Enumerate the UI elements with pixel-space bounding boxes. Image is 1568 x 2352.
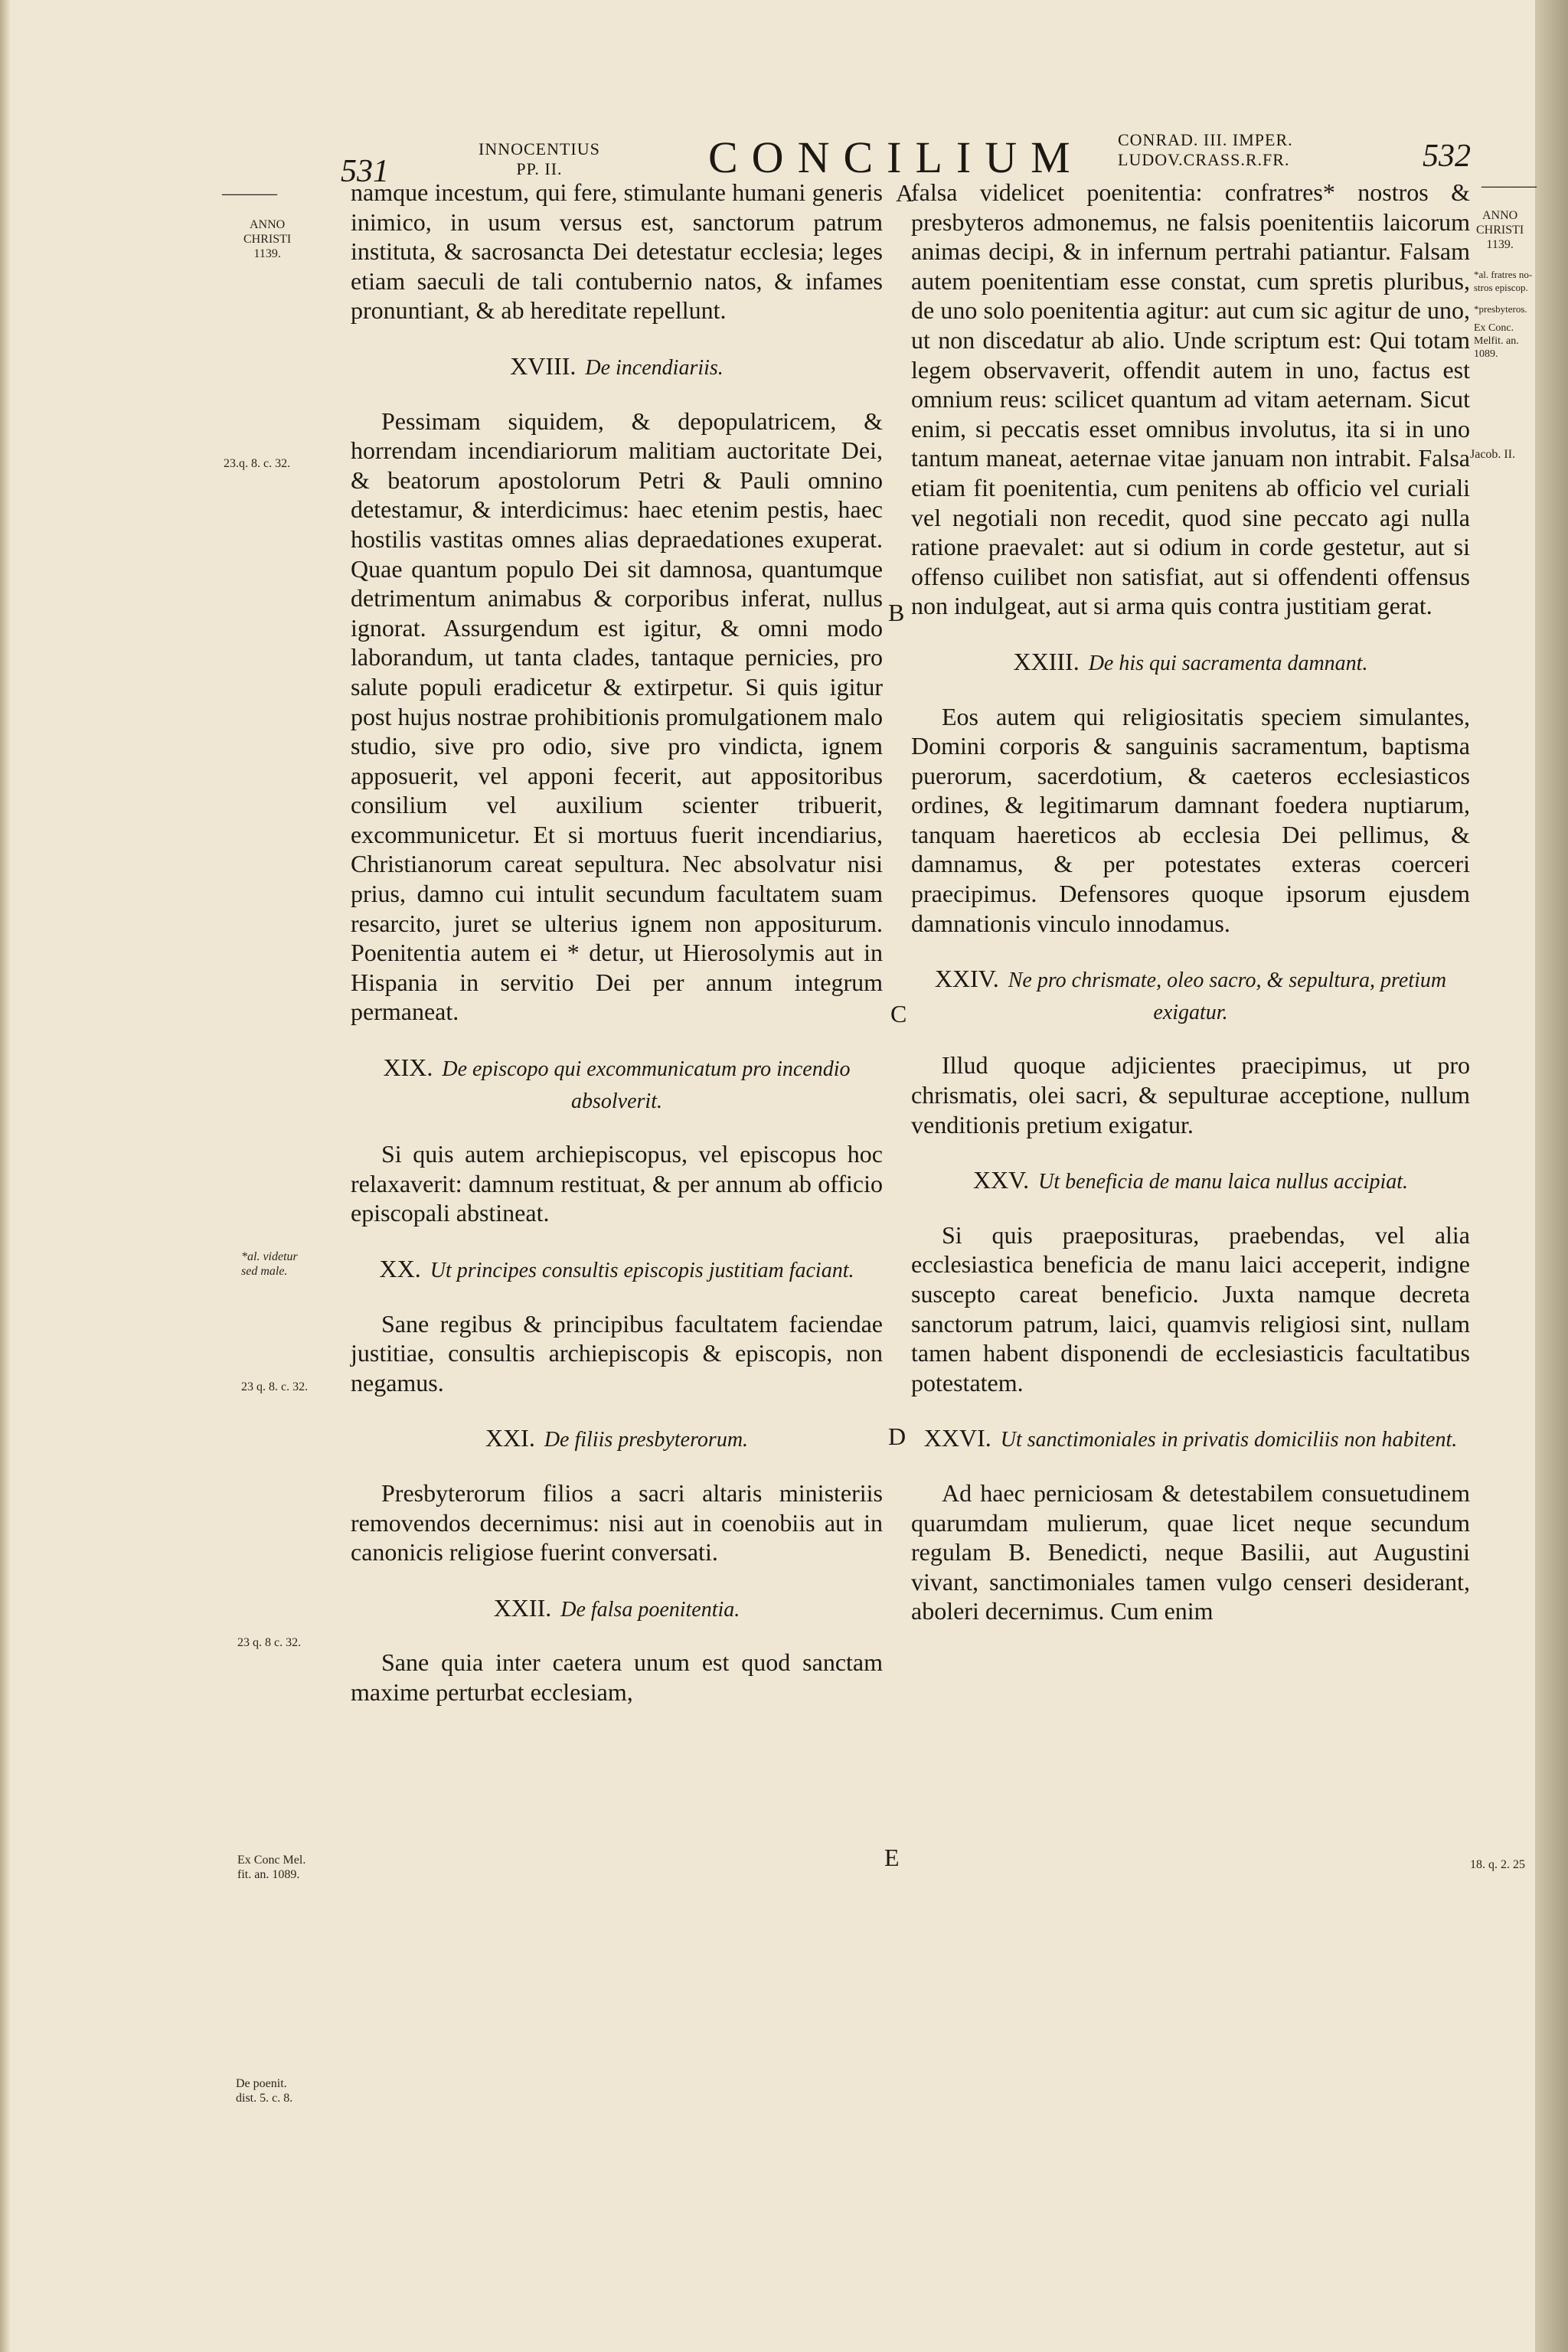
- heading-xix: [351, 1053, 883, 1116]
- section-letter-d: D: [888, 1423, 906, 1450]
- margin-rule-right: ———: [1481, 176, 1537, 196]
- heading-xxi-number: XXI.: [485, 1424, 535, 1452]
- margin-note-xxi: Ex Conc Mel. fit. an. 1089.: [237, 1854, 306, 1881]
- paragraph-xxiii: Eos autem qui religiositatis speciem simulantes, Domini corporis & sanguinis sacramentum, baptisma puerorum, sacerdotium, & caeteros ecclesiasticos ordines, & legitimarum damnant foedera nuptiarum, tanquam haereticos ab ecclesia Dei pellimus, & damnamus, & per potestates exteras coerceri praecipimus. Defensores quoque ipsorum ejusdem damnationis vinculo innodamus.: [911, 702, 1470, 937]
- section-letter-b: B: [888, 599, 905, 626]
- margin-note-al-videtur: *al. videtur sed male.: [241, 1250, 298, 1278]
- heading-xx-number: XX.: [379, 1255, 421, 1282]
- heading-xxi-title: De filiis presbyterorum.: [544, 1428, 749, 1452]
- paragraph-xxvi: Ad haec perniciosam & detestabilem consuetudinem quarumdam mulierum, quae licet neque secundum regulam B. Benedicti, neque Basilii, aut Augustini vivant, sanctimoniales tamen vulgo censeri desiderant, aboleri decernimus. Cum enim: [911, 1478, 1470, 1625]
- margin-note-fratres: *al. fratres no- stros episcop.: [1474, 269, 1533, 293]
- margin-note-jacob: Jacob. II.: [1470, 448, 1516, 461]
- margin-anno-right: ANNO CHRISTI 1139.: [1476, 209, 1524, 251]
- margin-note-melfit: Ex Conc. Melfit. an. 1089.: [1474, 322, 1519, 360]
- paragraph-xviii: Pessimam siquidem, & depopulatricem, & horrendam incendiariorum malitiam auctoritate Dei, & beatorum apostolorum Petri & Pauli omnino detestamur, & interdicimus: haec etenim pestis, haec hostilis vastitas omnes alias depraedationes exuperat. Quae quantum populo Dei sit damnosa, quantumque detrimentum animabus & corporibus inferat, nullus ignorat. Assurgendum est igitur, & omni modo laborandum, ut tanta clades, tantaque pernicies, pro salute populi eradicetur & extirpetur. Si quis igitur post hujus nostrae prohibitionis promulgationem malo studio, sive pro odio, sive pro vindicta, ignem apposuerit, vel apponi fecerit, aut appositoribus consilium vel auxilium scienter tribuerit, excommunicetur. Et si mortuus fuerit incendiarius, Christianorum careat sepultura. Nec absolvatur nisi prius, damno cui intulit secundum facultatem suam resarcito, juret se ulterius ignem non appositurum. Poenitentia autem ei * detur, ut Hierosolymis aut in Hispania in servitio Dei per annum integrum permaneat.: [351, 407, 883, 1026]
- heading-xxiii-title: De his qui sacramenta damnant.: [1088, 651, 1368, 675]
- margin-anno-left: ANNO CHRISTI 1139.: [243, 218, 292, 260]
- running-head-right-line2: LUDOV.CRASS.R.FR.: [1118, 150, 1290, 169]
- margin-rule-left: ———: [222, 184, 277, 204]
- heading-xxvi-number: XXVI.: [923, 1424, 991, 1452]
- heading-xix-number: XIX.: [383, 1054, 433, 1082]
- right-column: [911, 178, 1470, 1626]
- paragraph-xxv: Si quis praeposituras, praebendas, vel alia ecclesiastica beneficia de manu laici acceperit, indigne suscepto careat beneficio. Juxta namque decreta sanctorum patrum, laici, quamvis religiosi sint, nullam tamen habent disponendi de ecclesiasticis facultatibus potestatem.: [911, 1220, 1470, 1396]
- right-continuation-paragraph: falsa videlicet poenitentia: confratres* nostros & presbyteros admonemus, ne falsis poenitentiis laicorum animas decipi, & in infernum pertrahi patiantur. Falsam autem poenitentiam esse constat, cum spretis pluribus, de uno solo poenitentia agitur: aut cum sic agitur de uno, ut non discedatur ab alio. Unde scriptum est: Qui totam legem observaverit, offendit autem in uno, factus est omnium reus: scilicet quantum ad vitam aeternam. Sicut enim, si peccatis esset omnibus involutus, ita si in uno tantum maneat, aeternae vitae januam non intrabit. Falsa etiam fit poenitentia, cum penitens ab officio vel curiali vel negotiali non recedit, quod sine peccato agi nulla ratione praevalet: aut si odium in corde gestetur, aut si offenso cuilibet non satisfiat, aut si offendenti offensus non indulgeat, aut si arma quis contra justitiam gerat.: [911, 178, 1470, 620]
- section-letter-a: A: [896, 179, 914, 207]
- heading-xxv-title: Ut beneficia de manu laica nullus accipiat.: [1038, 1170, 1409, 1194]
- margin-note-xx: 23 q. 8 c. 32.: [237, 1636, 302, 1649]
- page-number-left: 531: [341, 154, 389, 189]
- section-letter-c: C: [890, 1000, 907, 1027]
- page-gutter-shadow: [0, 0, 11, 2352]
- left-column: [351, 178, 883, 1707]
- paragraph-xxii: Sane quia inter caetera unum est quod sanctam maxime perturbat ecclesiam,: [351, 1648, 883, 1706]
- page-number-right: 532: [1423, 139, 1471, 174]
- heading-xviii: [351, 351, 883, 384]
- heading-xxiv-number: XXIV.: [934, 965, 999, 993]
- margin-note-presbyteros: *presbyteros.: [1474, 303, 1527, 315]
- heading-xxiii: [911, 647, 1470, 679]
- heading-xxii: [351, 1593, 883, 1625]
- heading-xviii-title: De incendiariis.: [585, 355, 724, 380]
- heading-xxi: [351, 1423, 883, 1455]
- heading-xx-title: Ut principes consultis episcopis justitiam faciant.: [430, 1259, 854, 1282]
- heading-xix-title: De episcopo qui excommunicatum pro incendio absolverit.: [442, 1057, 851, 1113]
- margin-note-xix: 23 q. 8. c. 32.: [241, 1380, 309, 1393]
- margin-note-xxii: De poenit. dist. 5. c. 8.: [236, 2077, 293, 2105]
- paragraph-xxiv: Illud quoque adjicientes praecipimus, ut pro chrismatis, olei sacri, & sepulturae acceptione, nullum venditionis pretium exigatur.: [911, 1051, 1470, 1138]
- margin-note-xxvi: 18. q. 2. 25: [1470, 1858, 1525, 1871]
- heading-xxvi: [911, 1423, 1470, 1455]
- running-head-left: [479, 139, 600, 179]
- heading-xxv: [911, 1165, 1470, 1197]
- paragraph-xix: Si quis autem archiepiscopus, vel episcopus hoc relaxaverit: damnum restituat, & per annum ab officio episcopali abstineat.: [351, 1140, 883, 1227]
- heading-xxii-number: XXII.: [493, 1593, 552, 1622]
- running-head-left-line1: INNOCENTIUS: [479, 139, 600, 158]
- heading-xxv-number: XXV.: [972, 1166, 1030, 1194]
- paragraph-xx: Sane regibus & principibus facultatem faciendae justitiae, consultis archiepiscopis & episcopis, non negamus.: [351, 1309, 883, 1396]
- heading-xxiv: [911, 964, 1470, 1027]
- running-head-right-line1: CONRAD. III. IMPER.: [1118, 130, 1293, 149]
- page-edge: [1535, 0, 1568, 2352]
- heading-xxii-title: De falsa poenitentia.: [560, 1597, 740, 1622]
- running-head-right: [1118, 130, 1293, 170]
- running-head-left-line2: PP. II.: [516, 159, 563, 178]
- left-intro-paragraph: namque incestum, qui fere, stimulante humani generis inimico, in usum versus est, sanctorum patrum instituta, & sacrosancta Dei detestatur ecclesia; leges etiam saeculi de tali contubernio natos, & infames pronuntiant, & ab hereditate repellunt.: [351, 178, 883, 325]
- heading-xxiii-number: XXIII.: [1013, 647, 1080, 675]
- margin-note-xviii: 23.q. 8. c. 32.: [224, 457, 291, 470]
- heading-xx: [351, 1254, 883, 1286]
- paragraph-xxi: Presbyterorum filios a sacri altaris ministeriis removendos decernimus: nisi aut in coenobiis aut in canonicis religiose fuerint conversati.: [351, 1478, 883, 1566]
- heading-xxvi-title: Ut sanctimoniales in privatis domiciliis non habitent.: [1000, 1428, 1458, 1452]
- section-letter-e: E: [884, 1844, 900, 1871]
- heading-xxiv-title: Ne pro chrismate, oleo sacro, & sepultura, pretium exigatur.: [1008, 969, 1447, 1024]
- heading-xviii-number: XVIII.: [510, 351, 577, 380]
- running-title: CONCILIUM: [708, 132, 1084, 182]
